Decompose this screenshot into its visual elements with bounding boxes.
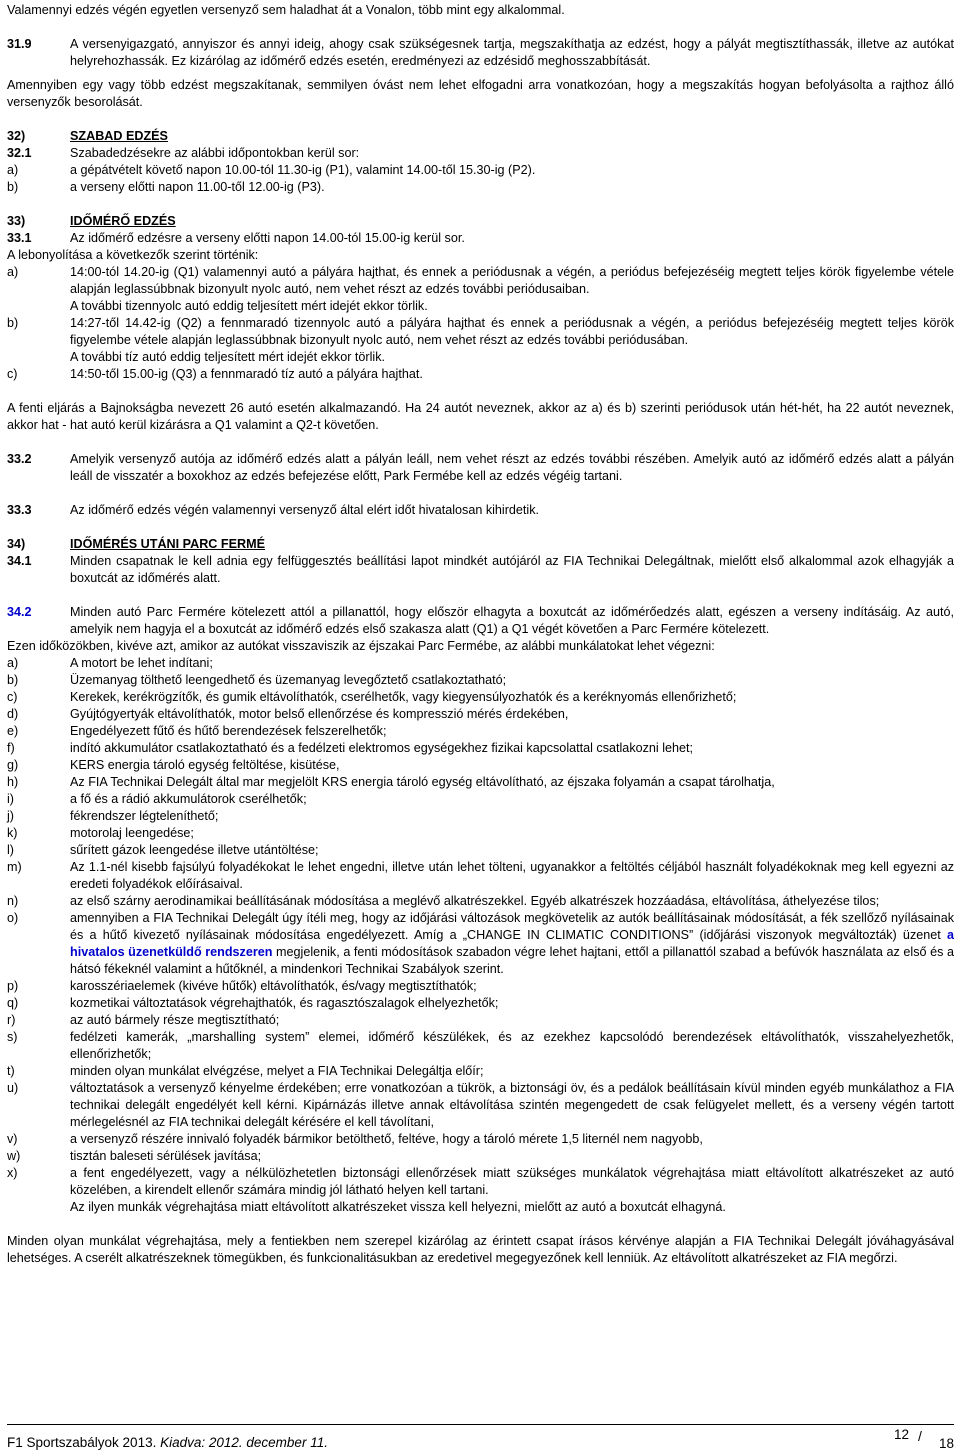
section-33-2: 33.2 Amelyik versenyző autója az időmérő edzés alatt a pályán leáll, nem vehet részt az edzés további részében. Amelyik autó az időmérő edzés alatt a pályán leáll de visszatér a boxokhoz az edzés befejezése előtt, Park Fermébe kell az edzés végéig tartani. xyxy=(7,452,954,483)
list-item: v) a versenyző részére innivaló folyadék bármikor betölthető, feltéve, hogy a tároló mérete 1,5 liternél nem nagyobb, xyxy=(7,1132,703,1146)
list-item: c) Kerekek, kerékrögzítők, és gumik eltávolíthatók, cserélhetők, vagy kiegyensúlyozhatók és a keréknyomás ellenőrizhető; xyxy=(7,690,737,704)
lead-text: A lebonyolítása a következők szerint történik: xyxy=(7,248,259,262)
list-item: k) motorolaj leengedése; xyxy=(7,826,194,840)
list-item: e) Engedélyezett fűtő és hűtő berendezések felszerelhetők; xyxy=(7,724,387,738)
list-item: a) a gépátvételt követő napon 10.00-tól 11.30-ig (P1), valamint 14.00-től 15.30-ig (P2). xyxy=(7,163,536,177)
list-item: a) 14:00-tól 14.20-ig (Q1) valamennyi autó a pályára hajthat, és ennek a periódusnak a végén, a periódus befejezéséig megtett teljes körök figyelembe vétele alapján leglassúbbnak bizonyult nyolc autó, nem vehet részt az edzés további periódusaiban. A további tizennyolc autó eddig teljesített mért idejét ekkor törlik. xyxy=(7,265,954,313)
list-item: b) 14:27-től 14.42-ig (Q2) a fennmaradó tizennyolc autó a pályára hajthat és ennek a periódusnak a végén, a periódus befejezéséig megtett teljes körök figyelembe vétele alapján leglassúbbnak bizonyult nyolc autó, nem vehet részt az edzés további periódusában. A további tíz autó eddig teljesített mért idejét ekkor törlik. xyxy=(7,316,954,364)
heading-title: IDŐMÉRŐ EDZÉS xyxy=(70,214,176,228)
list-34 xyxy=(7,655,954,1216)
list-item: m) Az 1.1-nél kisebb fajsúlyú folyadékokat le lehet engedni, illetve után lehet tölteni, ugyanakkor a feltöltés céljából használt folyadékoknak meg kell egyezni az eredeti folyadékok előírásaival. xyxy=(7,860,954,891)
list-item: b) Üzemanyag tölthető leengedhető és üzemanyag levegőztető csatlakoztatható; xyxy=(7,673,507,687)
section-33-1: 33.1 Az időmérő edzésre a verseny előtti napon 14.00-tól 15.00-ig kerül sor. xyxy=(7,231,465,245)
list-item: s) fedélzeti kamerák, „marshalling system” elemei, időmérő készülékek, és az ezekhez kapcsolódó berendezések eltávolíthatók, visszahelyezhetők, ellenőrizhetők; xyxy=(7,1030,954,1061)
list-item: p) karosszériaelemek (kivéve hűtők) eltávolíthatók, és/vagy megtisztíthatók; xyxy=(7,979,477,993)
list-33 xyxy=(7,264,954,383)
list-item: t) minden olyan munkálat elvégzése, melyet a FIA Technikai Delegáltja előír; xyxy=(7,1064,484,1078)
list-item: d) Gyújtógyertyák eltávolíthatók, motor belső ellenőrzése és kompresszió mérés érdekében, xyxy=(7,707,569,721)
list-item: b) a verseny előtti napon 11.00-től 12.00-ig (P3). xyxy=(7,180,325,194)
footer-title: F1 Sportszabályok 2013. Kiadva: 2012. december 11. xyxy=(7,1435,328,1450)
section-33-3: 33.3 Az időmérő edzés végén valamennyi versenyző által elért időt hivatalosan kihirdetik. xyxy=(7,503,540,517)
section-32-1: 32.1 Szabadedzésekre az alábbi időpontokban kerül sor: xyxy=(7,146,360,160)
system-link-text: a hivatalos üzenetküldő rendszeren xyxy=(70,928,954,959)
section-34-1: 34.1 Minden csapatnak le kell adnia egy felfüggesztés beállítási lapot mindkét autójáról az FIA Technikai Delegáltnak, mielőtt első alkalommal azok elhagyják a boxutcát az időmérés alatt. xyxy=(7,554,954,585)
list-item: q) kozmetikai változtatások végrehajthatók, és ragasztószalagok elhelyezhetők; xyxy=(7,996,499,1010)
section-34-2: 34.2 Minden autó Parc Fermére kötelezett attól a pillanattól, hogy először elhagyta a boxutcát az időmérőedzés alatt, egészen a verseny indításáig. Az autó, amelyik nem hagyja el a boxutcát az időmérő edzés első szakasza alatt (Q1) a Q1 végét követően a Parc Fermére kötelezett. xyxy=(7,605,954,636)
list-32 xyxy=(7,162,954,196)
paragraph-intervals: Ezen időközökben, kivéve azt, amikor az autókat visszaviszik az éjszakai Parc Fermébe, az alábbi munkálatokat lehet végezni: xyxy=(7,639,715,653)
list-item: n) az első szárny aerodinamikai beállításának módosítása a meglévő alkatrészekkel. Egyéb alkatrészek hozzáadása, eltávolítása, áthelyezése tilos; xyxy=(7,894,880,908)
list-item: j) fékrendszer légteleníthető; xyxy=(7,809,219,823)
list-item: g) KERS energia tároló egység feltöltése, kisütése, xyxy=(7,758,340,772)
top-line: Valamennyi edzés végén egyetlen versenyző sem haladhat át a Vonalon, több mint egy alkalommal. xyxy=(7,3,565,17)
document-page xyxy=(7,2,954,1267)
list-item: i) a fő és a rádió akkumulátorok cserélhetők; xyxy=(7,792,307,806)
section-number: 31.9 xyxy=(7,37,32,51)
list-item: f) indító akkumulátor csatlakoztatható és a fedélzeti elektromos egységekhez fizikai kapcsolattal csatlakozni lehet; xyxy=(7,741,694,755)
heading-34: 34) IDŐMÉRÉS UTÁNI PARC FERMÉ xyxy=(7,537,265,551)
section-31-9 xyxy=(7,36,954,70)
paragraph-other-work: Minden olyan munkálat végrehajtása, mely a fentiekben nem szerepel kizárólag az érintett csapat írásos kérvénye alapján a FIA Technikai Delegált jóváhagyásával lehetséges. A cserélt alkatrészeknek tömegükben, és funkcionalitásukban az eredetivel megegyezőnek kell lenniük. Az eltávolított alkatrészeket az FIA megőrzi. xyxy=(7,1234,954,1265)
heading-title: IDŐMÉRÉS UTÁNI PARC FERMÉ xyxy=(70,537,265,551)
list-item: r) az autó bármely része megtisztítható; xyxy=(7,1013,280,1027)
list-item: w) tisztán baleseti sérülések javítása; xyxy=(7,1149,262,1163)
section-text: A versenyigazgató, annyiszor és annyi ideig, ahogy csak szükségesnek tartja, megszakíthatja az edzést, hogy a pályát megtisztíthassák, illetve az autókat helyrehozhassák. Ez kizárólag az időmérő edzés esetén, eredményezi az edzésidő meghosszabbítását. xyxy=(70,37,954,68)
heading-title: SZABAD EDZÉS xyxy=(70,129,168,143)
list-item: u) változtatások a versenyző kényelme érdekében; erre vonatkozóan a tükrök, a biztonsági öv, és a pedálok beállításain kívül minden egyéb munkálathoz a FIA technikai delegált engedélyét kell kérni. Kipárnázás illetve annak eltávolítása szintén megengedett de csak felügyelet mellett, és a verseny végén tartott mérlegelésnél az FIA technikai delegált kérésére el kell távolítani, xyxy=(7,1081,954,1129)
heading-33: 33) IDŐMÉRŐ EDZÉS xyxy=(7,214,176,228)
list-item: h) Az FIA Technikai Delegált által mar megjelölt KRS energia tároló egység eltávolítható, az éjszaka folyamán a csapat tárolhatja, xyxy=(7,775,775,789)
list-item: l) sűrített gázok leengedése illetve utántöltése; xyxy=(7,843,319,857)
heading-32: 32) SZABAD EDZÉS xyxy=(7,129,168,143)
list-item: o) amennyiben a FIA Technikai Delegált úgy ítéli meg, hogy az időjárási változások megkövetelik az autók beállításainak módosítását, a fék szellőző nyílásainak és a hűtő kivezető nyílásainak módosítása engedélyezett. Amíg a „CHANGE IN CLIMATIC CONDITIONS” (időjárási viszonyok megváltozták) üzenet a hivatalos üzenetküldő rendszeren megjelenik, a fenti módosítások szabadon végre lehet hajtani, ettől a pillanattól szabad a befúvók használata az első és a hátsó fékeknél valamint a hűtőknél, a mindenkori Technikai Szabályok szerint. xyxy=(7,911,954,976)
footer xyxy=(7,1427,954,1454)
list-item: c) 14:50-től 15.00-ig (Q3) a fennmaradó tíz autó a pályára hajthat. xyxy=(7,367,423,381)
list-item: x) a fent engedélyezett, vagy a nélkülözhetetlen biztonsági ellenőrzések miatt szükséges munkálatok végrehajtása miatt eltávolított alkatrészeket az autó közelében, a kirendelt ellenőr számára mindig jól látható helyen kell tartani. Az ilyen munkák végrehajtása miatt eltávolított alkatrészeket vissza kell helyezni, mielőtt az autó a boxutcát elhagyná. xyxy=(7,1166,954,1214)
paragraph-procedure: A fenti eljárás a Bajnokságba nevezett 26 autó esetén alkalmazandó. Ha 24 autót neveznek, akkor az a) és b) szerinti periódusok után hét-hét, ha 22 autót neveznek, akkor hat - hat autó kerül kizárásra a Q1 valamint a Q2-t követően. xyxy=(7,401,954,432)
list-item: a) A motort be lehet indítani; xyxy=(7,656,213,670)
paragraph-interruption: Amennyiben egy vagy több edzést megszakítanak, semmilyen óvást nem lehet elfogadni arra vonatkozóan, hogy a megszakítás hogyan befolyásolta a rajthoz álló versenyzők besorolását. xyxy=(7,78,954,109)
footer-rule xyxy=(7,1424,954,1425)
page-number: 12 / 18 xyxy=(894,1427,954,1451)
